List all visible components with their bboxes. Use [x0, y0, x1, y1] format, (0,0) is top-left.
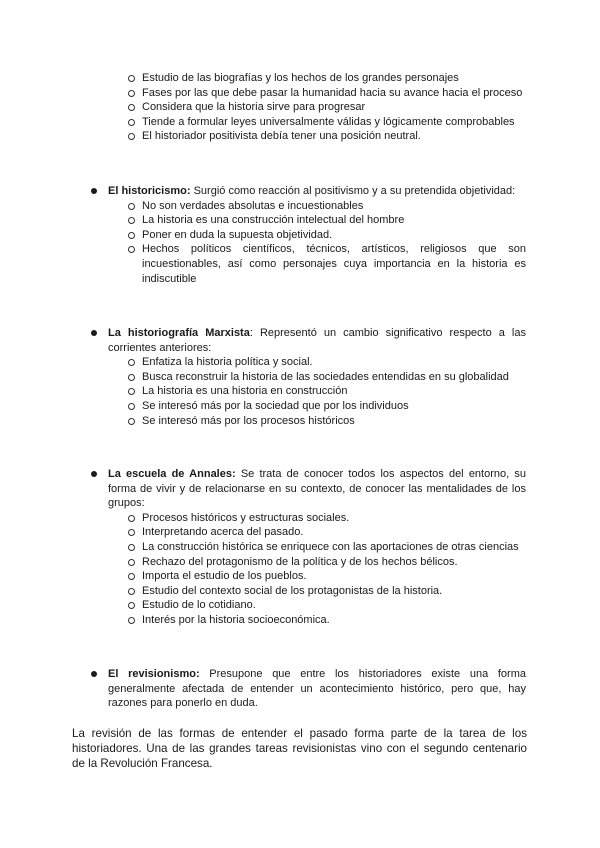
list-item: Procesos históricos y estructuras sociales.: [126, 511, 526, 526]
list-item: Estudio de las biografías y los hechos de los grandes personajes: [126, 71, 526, 86]
annales-title: La escuela de Annales:: [108, 468, 236, 480]
list-item: Interés por la historia socioeconómica.: [126, 613, 526, 628]
historicismo-intro: Surgió como reacción al positivismo y a su pretendida objetividad:: [190, 185, 516, 197]
historicismo-section: [90, 184, 526, 286]
annales-intro: Se trata de conocer todos los aspectos del entorno, su forma de vivir y de relacionarse en su contexto, de conocer las mentalidades de los grupos:: [108, 468, 526, 510]
revisionismo-section: [90, 667, 526, 711]
list-item: Considera que la historia sirve para progresar: [126, 100, 526, 115]
historicismo-title: El historicismo:: [108, 185, 191, 197]
marxista-section: [90, 326, 526, 428]
historicismo-bullet: [90, 184, 526, 199]
list-item: Busca reconstruir la historia de las sociedades entendidas en su globalidad: [126, 370, 526, 385]
list-item: No son verdades absolutas e incuestionables: [126, 199, 526, 214]
list-item: Hechos políticos científicos, técnicos, artísticos, religiosos que son incuestionables, así como personajes cuya importancia en la historia es indiscutible: [126, 242, 526, 286]
marxista-list: [126, 355, 526, 428]
list-item: Interpretando acerca del pasado.: [126, 525, 526, 540]
list-item: Fases por las que debe pasar la humanidad hacia su avance hacia el proceso: [126, 86, 526, 101]
marxista-bullet: [90, 326, 526, 355]
positivismo-section: [126, 71, 526, 144]
marxista-title: La historiografía Marxista: [108, 327, 250, 339]
list-item: Estudio de lo cotidiano.: [126, 598, 526, 613]
list-item: Estudio del contexto social de los protagonistas de la historia.: [126, 584, 526, 599]
list-item: La historia es una historia en construcción: [126, 384, 526, 399]
list-item: La construcción histórica se enriquece con las aportaciones de otras ciencias: [126, 540, 526, 555]
list-item: Rechazo del protagonismo de la política y de los hechos bélicos.: [126, 555, 526, 570]
historicismo-list: [126, 199, 526, 287]
list-item: La historia es una construcción intelectual del hombre: [126, 213, 526, 228]
revisionismo-bullet: [90, 667, 526, 711]
list-item: Poner en duda la supuesta objetividad.: [126, 228, 526, 243]
positivismo-list: [126, 71, 526, 144]
revisionismo-intro: Presupone que entre los historiadores existe una forma generalmente afectada de entender un acontecimiento histórico, pero que, hay razones para ponerlo en duda.: [108, 668, 526, 710]
annales-list: [126, 511, 526, 628]
marxista-intro: : Representó un cambio significativo respecto a las corrientes anteriores:: [108, 327, 526, 354]
annales-section: [90, 467, 526, 628]
list-item: Importa el estudio de los pueblos.: [126, 569, 526, 584]
list-item: Tiende a formular leyes universalmente válidas y lógicamente comprobables: [126, 115, 526, 130]
annales-bullet: [90, 467, 526, 511]
closing-paragraph: La revisión de las formas de entender el pasado forma parte de la tarea de los historiadores. Una de las grandes tareas revisionistas vino con el segundo centenario de la Revolución Francesa.: [72, 727, 527, 770]
revisionismo-title: El revisionismo:: [108, 668, 200, 680]
list-item: Se interesó más por los procesos históricos: [126, 414, 526, 429]
list-item: Se interesó más por la sociedad que por los individuos: [126, 399, 526, 414]
list-item: El historiador positivista debía tener una posición neutral.: [126, 129, 526, 144]
list-item: Enfatiza la historia política y social.: [126, 355, 526, 370]
